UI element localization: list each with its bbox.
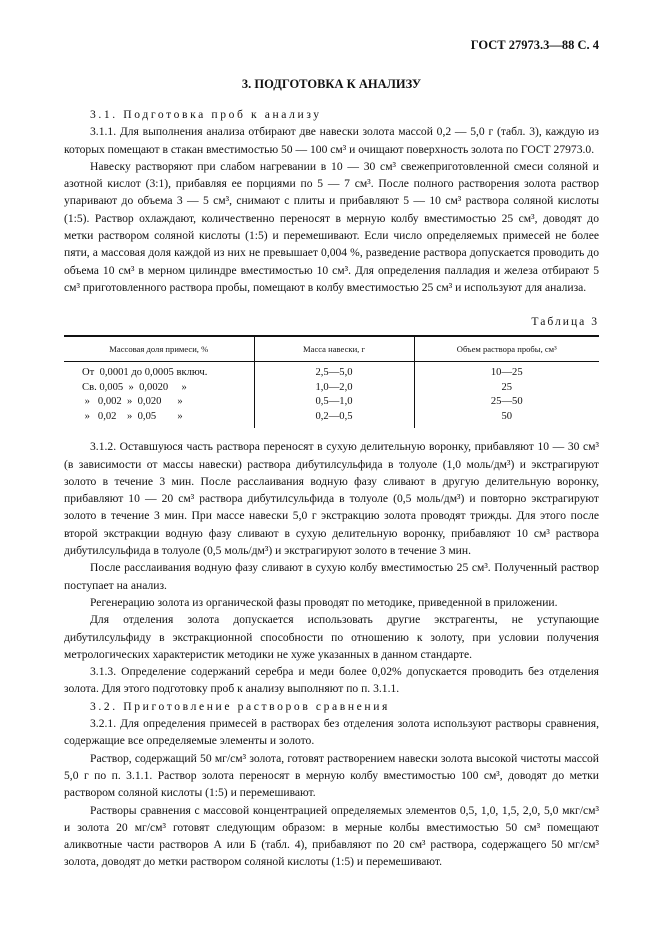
table-row	[64, 381, 599, 396]
table-row	[64, 395, 599, 410]
column-header: Объем раствора пробы, см³	[414, 336, 599, 362]
page-header: ГОСТ 27973.3—88 С. 4	[470, 38, 599, 52]
paragraph: 3.1.3. Определение содержаний серебра и меди более 0,02% допускается проводить без отделения золота. Для этого подготовку проб к анализу выполняют по п. 3.1.1.	[64, 665, 599, 696]
paragraph: Раствор, содержащий 50 мг/см³ золота, готовят растворением навески золота высокой чистоты массой 5,0 г по п. 3.1.1. Раствор золота переносят в мерную колбу вместимостью 100 см³, доводят до метки раствором соляной кислоты (1:5) и перемешивают.	[64, 751, 599, 800]
table-cell: 50	[414, 410, 599, 429]
subsection-heading: 3.2. Приготовление растворов сравнения	[90, 699, 390, 713]
section-title: 3. ПОДГОТОВКА К АНАЛИЗУ	[241, 77, 422, 91]
table-cell: 0,5—1,0	[254, 395, 414, 410]
paragraphs-before-table	[64, 106, 599, 296]
document-page	[64, 38, 599, 871]
column-header: Массовая доля примеси, %	[64, 336, 254, 362]
table-cell: 10—25	[414, 362, 599, 381]
table-row	[64, 362, 599, 381]
table-cell: 25	[414, 381, 599, 396]
paragraph: После расслаивания водную фазу сливают в сухую колбу вместимостью 25 см³. Полученный раствор поступает на анализ.	[64, 561, 599, 592]
table-cell: 0,2—0,5	[254, 410, 414, 429]
table-row	[64, 410, 599, 429]
table-cell: Св. 0,005 » 0,0020 »	[82, 381, 187, 393]
paragraph: 3.1.1. Для выполнения анализа отбирают две навески золота массой 0,2 — 5,0 г (табл. 3), каждую из которых помещают в стакан вместимостью 50 — 100 см³ и очищают поверхность золота по ГОСТ 27973.0.	[64, 125, 599, 156]
table-cell: » 0,02 » 0,05 »	[82, 410, 183, 422]
table-cell: 1,0—2,0	[254, 381, 414, 396]
subsection-heading: 3.1. Подготовка проб к анализу	[90, 108, 322, 121]
column-header: Масса навески, г	[254, 336, 414, 362]
table-cell: 25—50	[414, 395, 599, 410]
table-cell: От 0,0001 до 0,0005 включ.	[82, 367, 208, 379]
paragraphs-after-table	[64, 438, 599, 870]
paragraph: 3.1.2. Оставшуюся часть раствора переносят в сухую делительную воронку, прибавляют 10 — 30 см³ (в зависимости от массы навески) раствора дибутилсульфида в толуоле (1,0 моль/дм³) и экстрагируют золото в течение 3 мин. После расслаивания водную фазу сливают в другую делительную воронку, прибавляют 10 — 20 см³ раствора дибутилсульфида в толуоле (0,5 моль/дм³) и повторно экстрагируют золото в течение 3 мин. При массе навески 5,0 г экстракцию золота проводят трижды. Для этого после второй экстракции водную фазу сливают в сухую делительную воронку, прибавляют 10 см³ раствора дибутилсульфида в толуоле (0,5 моль/дм³) и экстрагируют золото в течение 3 мин.	[64, 440, 599, 558]
paragraph: Растворы сравнения с массовой концентрацией определяемых элементов 0,5, 1,0, 1,5, 2,0, 5,0 мкг/см³ и золота 20 мг/см³ готовят следующим образом: в мерные колбы вместимостью 50 см³ помещают аликвотные части растворов А или Б (табл. 4), прибавляют по 20 см³ раствора, содержащего 50 мг/см³ золота, доводят до метки раствором соляной кислоты (1:5) и перемешивают.	[64, 803, 599, 869]
paragraph: Регенерацию золота из органической фазы проводят по методике, приведенной в приложении.	[90, 595, 558, 609]
table-cell: » 0,002 » 0,020 »	[82, 396, 183, 408]
paragraph: Для отделения золота допускается использовать другие экстрагенты, не уступающие дибутилсульфиду в экстракционной способности по отношению к золоту, при условии получения метрологических характеристик методики не хуже указанных в данном стандарте.	[64, 613, 599, 661]
paragraph: 3.2.1. Для определения примесей в растворах без отделения золота используют растворы сравнения, содержащие все определяемые элементы и золото.	[64, 717, 599, 748]
paragraph: Навеску растворяют при слабом нагревании в 10 — 30 см³ свежеприготовленной смеси соляной и азотной кислот (3:1), прибавляя ее порциями по 5 — 7 см³. После полного растворения золота раствор упаривают до объема 3 — 5 см³, снимают с плиты и прибавляют 5 — 10 см³ раствора соляной кислоты (1:5). Раствор охлаждают, количественно переносят в мерную колбу вместимостью 25 см³, доводят до метки раствором соляной кислоты (1:5) и перемешивают. Если число определяемых примесей не более пяти, а массовая доля каждой из них не превышает 0,004 %, разведение раствора допускается проводить до объема 10 см³ в мерном цилиндре вместимостью 10 см³. Для определения палладия и железа отбирают 5 см³ приготовленного раствора пробы, помещают в колбу вместимостью 25 см³ и используют для анализа.	[64, 159, 599, 294]
table-3	[64, 335, 599, 428]
table-cell: 2,5—5,0	[254, 362, 414, 381]
table-caption: Таблица 3	[531, 315, 599, 329]
